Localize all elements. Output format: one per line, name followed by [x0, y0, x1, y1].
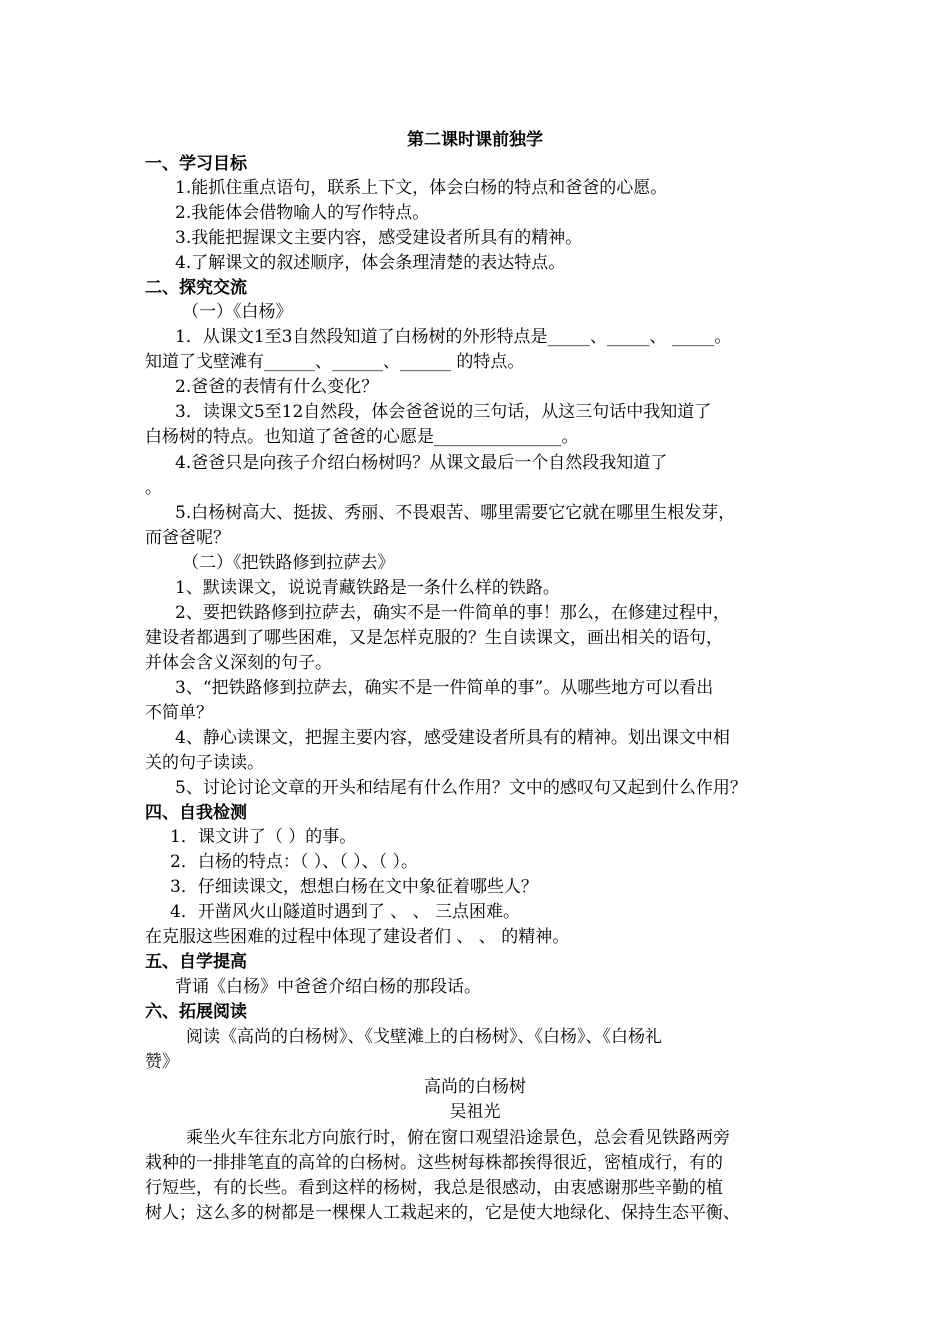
article-author: 吴祖光 [449, 1102, 501, 1122]
check-line: 2．白杨的特点：（ ）、（ ）、（ ）。 [170, 852, 419, 872]
article-paragraph-line: 树人；这么多的树都是一棵棵人工栽起来的，它是使大地绿化、保持生态平衡、 [145, 1203, 740, 1223]
goal-item: 4.了解课文的叙述顺序，体会条理清楚的表达特点。 [175, 253, 566, 273]
question-line: 并体会含义深刻的句子。 [145, 653, 332, 673]
reading-line: 阅读《高尚的白杨树》、《戈壁滩上的白杨树》、《白杨》、《白杨礼 [186, 1027, 662, 1047]
question-line: 4、静心读课文，把握主要内容，感受建设者所具有的精神。划出课文中相 [175, 728, 730, 748]
improve-text: 背诵《白杨》中爸爸介绍白杨的那段话。 [175, 977, 481, 997]
question-line: 2、要把铁路修到拉萨去，确实不是一件简单的事！那么，在修建过程中， [175, 603, 730, 623]
question-line: 关的句子读读。 [145, 753, 264, 773]
article-paragraph-line: 行短些，有的长些。看到这样的杨树，我总是很感动，由衷感谢那些辛勤的植 [145, 1178, 723, 1198]
subheading-railway: （二）《把铁路修到拉萨去》 [182, 553, 395, 573]
check-line: 1．课文讲了（ ）的事。 [170, 827, 357, 847]
goal-item: 1.能抓住重点语句，联系上下文，体会白杨的特点和爸爸的心愿。 [175, 178, 668, 198]
question-line: 5、讨论讨论文章的开头和结尾有什么作用？文中的感叹句又起到什么作用？ [175, 778, 747, 798]
question-line: 2.爸爸的表情有什么变化？ [175, 377, 379, 397]
goal-item: 2.我能体会借物喻人的写作特点。 [175, 203, 430, 223]
section-heading-goals: 一、学习目标 [145, 154, 247, 174]
question-line: 1．从课文1至3自然段知道了白杨树的外形特点是_____、_____、 _____。 [175, 327, 732, 347]
reading-line: 赞》 [145, 1052, 179, 1072]
question-line: 知道了戈壁滩有______、______、______ 的特点。 [145, 352, 525, 372]
question-line: 1、默读课文，说说青藏铁路是一条什么样的铁路。 [175, 578, 560, 598]
question-line: 3．读课文5至12自然段，体会爸爸说的三句话，从这三句话中我知道了 [175, 402, 712, 422]
subheading-baiyang: （一）《白杨》 [182, 302, 293, 322]
question-line: 不简单？ [145, 703, 213, 723]
article-paragraph-line: 乘坐火车往东北方向旅行时，俯在窗口观望沿途景色，总会看见铁路两旁 [186, 1128, 730, 1148]
goal-item: 3.我能把握课文主要内容，感受建设者所具有的精神。 [175, 228, 583, 248]
section-heading-improve: 五、自学提高 [145, 952, 247, 972]
section-heading-selfcheck: 四、自我检测 [145, 803, 247, 823]
article-title: 高尚的白杨树 [424, 1077, 526, 1097]
check-line: 3．仔细读课文，想想白杨在文中象征着哪些人？ [170, 877, 538, 897]
section-heading-reading: 六、拓展阅读 [145, 1002, 247, 1022]
question-line: 3、“把铁路修到拉萨去，确实不是一件简单的事”。从哪些地方可以看出 [175, 678, 714, 698]
question-line: 建设者都遇到了哪些困难，又是怎样克服的？生自读课文，画出相关的语句， [145, 628, 723, 648]
question-line: 5.白杨树高大、挺拔、秀丽、不畏艰苦、哪里需要它它就在哪里生根发芽， [175, 503, 736, 523]
check-line: 在克服这些困难的过程中体现了建设者们 、 、 的精神。 [145, 927, 570, 947]
section-heading-explore: 二、探究交流 [145, 278, 247, 298]
question-line: 白杨树的特点。也知道了爸爸的心愿是_______________。 [145, 427, 579, 447]
article-paragraph-line: 栽种的一排排笔直的高耸的白杨树。这些树每株都挨得很近，密植成行，有的 [145, 1153, 723, 1173]
question-line: 。 [145, 478, 162, 498]
question-line: 4.爸爸只是向孩子介绍白杨树吗？从课文最后一个自然段我知道了 [175, 453, 668, 473]
doc-title: 第二课时课前独学 [407, 130, 543, 150]
check-line: 4．开凿风火山隧道时遇到了 、 、 三点困难。 [170, 902, 521, 922]
question-line: 而爸爸呢？ [145, 528, 230, 548]
